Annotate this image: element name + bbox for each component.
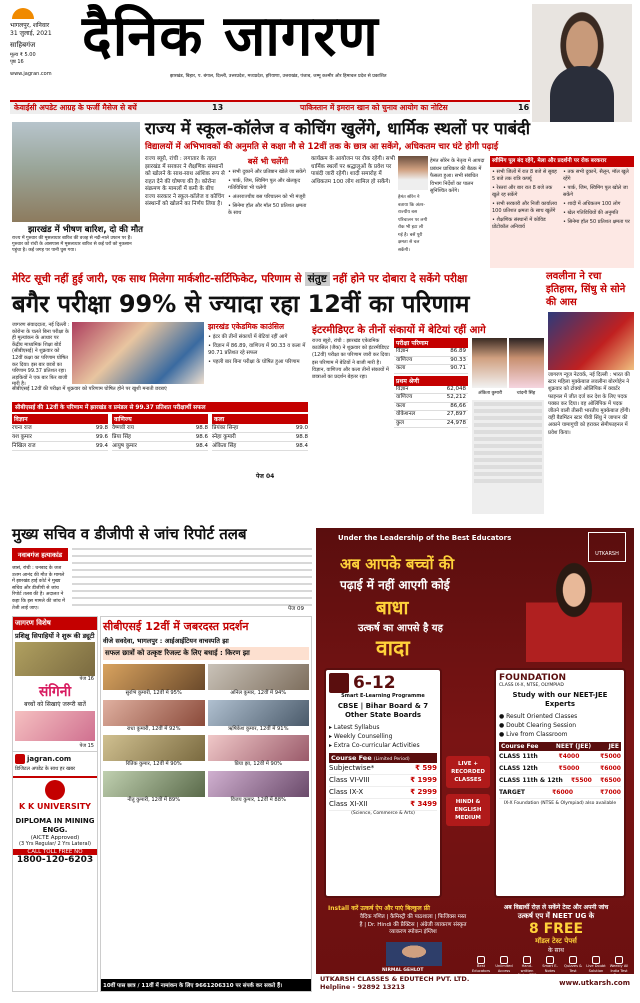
result-table2-title: प्रथम श्रेणी — [394, 376, 468, 386]
ut-feature-label: Live Doubt Solution — [586, 964, 606, 973]
newspaper-title: दैनिक जागरण — [82, 4, 379, 69]
lovlina-headline: लवलीना ने रचा इतिहास, सिंधु से सोने की आस — [546, 271, 626, 308]
ticker-right[interactable]: पाकिस्तान में इमरान खान को चुनाव आयोग का नोटिस — [300, 103, 448, 112]
ut-fee-label: Subjectwise* — [329, 764, 375, 772]
ut-card2-feature: ● Doubt Clearing Session — [499, 722, 577, 729]
jagran-note: डिजिटल अपडेट के साथ हर खबर — [15, 766, 76, 772]
ut-teacher-name: NIRMAL GEHLOT — [382, 968, 424, 973]
first-division-row-value: 86,66 — [450, 402, 466, 409]
probe-page: पेज 09 — [288, 606, 304, 612]
ut-card1-note: (Science, Commerce & Arts) — [351, 811, 415, 816]
ut-top: Under the Leadership of the Best Educators — [338, 534, 512, 542]
strap-text-after: नहीं होने पर दोबारा दे सकेंगे परीक्षा — [332, 273, 468, 285]
ticker-right-page: 16 — [518, 103, 530, 112]
ut-fee-row — [499, 775, 621, 787]
first-division-row-label: कला — [396, 402, 406, 409]
ut-free-mid: उत्कर्ष एप में NEET UG के — [517, 912, 595, 920]
ut-teacher-note: वैदिक गणित | कैमिस्ट्री की पाठशाला | फिजिक्स मस्त है | Dr. Hindi की प्रैक्टिस | अंग्रेजी व्याकरण संस्कृत व्याकरण स्पोकन इंग्लिश — [359, 914, 467, 935]
ut-feature-icon — [569, 956, 577, 964]
ut-logo-icon: UTKARSH — [588, 532, 626, 562]
vidya-headline: सीबीएसई 12वीं में जबरदस्त प्रदर्शन — [103, 620, 249, 633]
topper-photos — [472, 338, 544, 388]
results-photo-caption: सीबीएसई 12वीं की परीक्षा में शुक्रवार को परिणाम घोषित होने पर खुशी मनाती छात्राएं — [12, 386, 167, 392]
student-photo — [208, 664, 310, 690]
ut-fee-label: Class VI-VIII — [329, 776, 370, 784]
ut-teacher-photo — [386, 942, 442, 966]
ut-headline5: वादा — [376, 636, 410, 660]
ut-fee-row — [329, 775, 437, 787]
jagran-app-icon — [15, 754, 25, 764]
ut-feature-label: Smart E-Notes — [542, 964, 558, 973]
stream-row — [112, 424, 208, 433]
imran-khan-photo — [532, 4, 632, 122]
student-score: 98.6 — [195, 434, 208, 440]
ut-mid-live: LIVE + RECORDED CLASSES — [446, 756, 490, 788]
ut-free-bot: मॉडल टेस्ट पेपर्स — [535, 937, 577, 945]
student-caption: विजय कुमार, 12वीं में 88% — [230, 796, 286, 803]
results-page-ref: पेज 04 — [256, 473, 275, 480]
student-photo — [103, 664, 205, 690]
student-score: 98.8 — [195, 425, 208, 431]
lead-photo-text: राज्य में गुरुवार की मूसलाधार बारिश की वजह से नदी-नाले उफान पर हैं। गुरुवार को रांची के आसपास में मूसलाधार बारिश से कई घरों को नुकसान पहुंचा है। कई जगह पर पानी घुस गया। — [12, 236, 132, 253]
ut-footer — [316, 974, 634, 992]
ut-card1-fee-title — [329, 753, 437, 763]
ut-card1-features — [329, 723, 437, 750]
student-card — [208, 664, 310, 697]
lead-photo-caption: झारखंड में भीषण बारिश, दो की मौत — [28, 225, 143, 235]
ticker-left[interactable]: केवाईसी अपडेट आग्रह के फर्जी मैसेज से बचें — [14, 103, 137, 112]
vidya-sub: वीजे सवदेवा, भागलपुर : आईआईटियन वाचस्पति झा — [103, 637, 229, 645]
student-caption: प्रिया झा, 12वीं में 90% — [234, 761, 283, 768]
ut-helpline[interactable]: Helpline - 92892 13213 — [320, 983, 405, 991]
student-photo — [103, 700, 205, 726]
student-caption: रितिक कुमार, 12वीं में 90% — [125, 761, 182, 768]
topper-2: चांदनी सिंह — [516, 391, 536, 396]
stream-row — [12, 433, 108, 442]
ut-fee-neet: ₹4000 — [558, 753, 580, 760]
sangini-sub[interactable]: बच्चों को सिखाएं जरूरी बातें — [24, 701, 86, 708]
results-byline: जागरण संवाददाता, नई दिल्ली : कोरोना के चलते बिना परीक्षा के ही मूल्यांकन के आधार पर केंद्रीय माध्यमिक शिक्षा बोर्ड (सीबीएसई) ने शुक्रवार को 12वीं कक्षा का परिणाम घोषित कर दिया। इस बार छात्रों का परिणाम 99.37 प्रतिशत रहा। लड़कियों ने एक बार फिर बाजी मारी है। — [12, 322, 70, 388]
ut-install: Install करें उत्कर्ष ऐप और पाएं बिल्कुल फ्री — [328, 905, 430, 912]
student-name: स्नेहा कुमारी — [212, 434, 236, 440]
ut-fee-label: CLASS 11th — [499, 753, 538, 760]
student-card — [103, 700, 205, 733]
streams-table — [12, 414, 308, 470]
ut-card1-feature: ▸ Extra Co-curricular Activities — [329, 742, 420, 749]
promo-item2-page: पेज 15 — [79, 743, 94, 749]
ut-headline4: उत्कर्ष का आपसे है यह — [358, 623, 443, 634]
ut-feature-icon — [523, 956, 531, 964]
ut-fee-row — [329, 787, 437, 799]
first-division-row-value: 27,897 — [446, 411, 466, 417]
ut-fee-neet: ₹5000 — [558, 765, 580, 772]
ut-card1-feature: ▸ Latest Syllabus — [329, 724, 380, 731]
probe-body-lines — [72, 548, 312, 608]
strap-badge: संतुष्ट — [305, 272, 330, 286]
kk-title: K K UNIVERSITY — [19, 802, 91, 811]
ut-card1-fee-tag: (Limited Period) — [373, 757, 410, 762]
restriction-item: • सिनेमा हॉल 50 प्रतिशत क्षमता पर — [563, 219, 630, 225]
student-caption: अनिल कुमार, 12वीं में 94% — [230, 690, 287, 696]
student-photo — [208, 771, 310, 797]
student-score: 99.4 — [95, 443, 108, 449]
ut-fee-value: ₹ 2999 — [410, 788, 437, 796]
student-photo — [103, 771, 205, 797]
edition-city: भागलपुर, शनिवार — [10, 22, 50, 29]
student-caption: नीतू कुमारी, 12वीं में 89% — [127, 796, 181, 803]
ut-card1-grade: 6-12 — [353, 673, 396, 693]
hemant-photo — [398, 156, 428, 190]
stream-row — [212, 424, 308, 433]
ut-web[interactable]: www.utkarsh.com — [559, 979, 630, 987]
stream-row — [112, 433, 208, 442]
edition-name: साहिबगंज — [10, 41, 36, 49]
lead-side-text: हेमंत सोरेन के नेतृत्व में आपदा प्रबंधन प्राधिकार की बैठक में फैसला हुआ। सभी संबंधित विभाग निर्देशों का पालन सुनिश्चित करेंगे। — [430, 158, 485, 194]
student-score: 98.4 — [295, 443, 308, 449]
restriction-item: • सभी जिलों में रात 8 बजे से सुबह 5 बजे तक रात्रि कर्फ्यू — [492, 169, 557, 182]
first-division-row-value: 52,212 — [446, 394, 466, 400]
ut-feature-icon — [592, 956, 600, 964]
kk-aicte: (AICTE Approved) — [30, 835, 80, 841]
ut-free-num: 8 FREE — [528, 921, 584, 937]
first-division-row-label: वोकेशनल — [396, 411, 416, 417]
student-card — [208, 771, 310, 804]
ut-fee-label: CLASS 11th & 12th — [499, 777, 563, 784]
student-name: प्रियंका सिन्हा — [212, 425, 239, 431]
site-url[interactable]: www.jagran.com — [10, 71, 52, 77]
student-photo — [208, 735, 310, 761]
edition-date: 31 जुलाई, 2021 — [10, 30, 52, 37]
stream-title: विज्ञान — [12, 414, 108, 424]
bus-list-item: • पार्क, जिम, स्विमिंग पूल और खेलकूद गतिविधियां भी चलेंगी — [228, 178, 301, 191]
result-row-label: विज्ञान — [396, 348, 409, 354]
ut-card2-feature: ● Result Oriented Classes — [499, 713, 578, 720]
stream-title: वाणिज्य — [112, 414, 208, 424]
strap-text-before: मेरिट सूची नहीं हुई जारी, एक साथ मिलेगा मार्कशीट-सर्टिफिकेट, परिणाम से — [12, 273, 302, 285]
ut-free-top: अब विद्यार्थी रोज़ ले सकेंगे टेस्ट और अपनी जांच — [503, 904, 609, 911]
ut-free-tail: के साथ — [548, 947, 564, 954]
kk-call: CALL TOLL FREE NO — [13, 849, 97, 855]
student-card — [103, 664, 205, 697]
student-caption: सुरभि कुमारी, 12वीं में 95% — [125, 690, 182, 696]
ut-girl-photo — [526, 562, 622, 662]
first-division-row — [394, 411, 468, 420]
ut-card2-note: IX-X Foundation (NTSE & Olympiad) also available — [503, 801, 617, 806]
ut-headline3: बाधा — [376, 597, 409, 619]
ut-card2-fee-title: Course Fee — [501, 743, 539, 750]
ut-card2-fees — [499, 751, 621, 799]
results-photo — [72, 322, 204, 384]
sangini-photo — [15, 711, 95, 741]
ut-fee-value: ₹ 599 — [415, 764, 437, 772]
student-caption: राधा कुमारी, 12वीं में 92% — [126, 725, 181, 732]
ut-mid-medium: HINDI & ENGLISH MEDIUM — [446, 794, 490, 826]
ut-card-1 — [324, 668, 442, 898]
ut-feature-label: Best Educators — [472, 964, 490, 973]
results-headline: बगैर परीक्षा 99% से ज्यादा रहा 12वीं का परिणाम — [12, 290, 470, 318]
restrictions-title: स्वीमिंग पूल बंद रहेंगे, मेला और प्रदर्शनी पर रोक बरकरार — [490, 156, 634, 167]
ut-mid-badges — [446, 756, 490, 826]
restriction-item: • रेस्तरां और बार रात 8 बजे तक खुले रह सकेंगे — [492, 185, 553, 198]
result-row — [394, 365, 468, 374]
vidya-ad — [100, 616, 312, 992]
ut-fee-jee: ₹6000 — [600, 765, 621, 772]
kk-phone[interactable]: 1800-120-6203 — [16, 855, 94, 865]
ut-fee-jee: ₹5000 — [600, 753, 621, 760]
ut-fee-row — [499, 763, 621, 775]
stream-column — [12, 414, 108, 470]
student-card — [103, 771, 205, 804]
result-row-label: कला — [396, 365, 406, 371]
inter-headline: इंटरमीडिएट के तीनों संकायों में बेटियां रहीं आगे — [312, 325, 486, 336]
extra-table — [472, 400, 544, 514]
result-table-rows — [394, 348, 468, 374]
result-row — [394, 357, 468, 366]
student-name: वैष्णवी राय — [112, 425, 134, 431]
sangini-title: संगिनी — [38, 684, 72, 700]
vidya-tag: सफल छात्रों को उत्कृष्ट रिजल्ट के लिए बधाई : किरण झा — [103, 647, 309, 660]
ut-card1-fees — [329, 763, 437, 811]
promo-item1-photo — [15, 642, 95, 676]
result-table-title: परीक्षा परिणाम — [394, 338, 468, 348]
ut-company: UTKARSH CLASSES & EDUTECH PVT. LTD. — [320, 975, 470, 983]
vidya-footer[interactable]: 10वीं पास छात्र / 11वीं में नामांकन के लिए 9661206310 पर संपर्क कर सकते हैं। — [101, 979, 311, 991]
ut-card1-logo — [329, 673, 349, 693]
first-division-row-value: 24,978 — [446, 419, 466, 426]
masthead — [0, 0, 640, 100]
ut-card1-fee-label: Course Fee — [331, 754, 372, 762]
jac-item: • इंटर की तीनों संकायों में बेटियां रहीं आगे — [208, 334, 288, 340]
jagran-url[interactable]: jagran.com — [27, 755, 72, 763]
bus-box — [228, 156, 308, 266]
restriction-item: • खेल गतिविधियों की अनुमति — [563, 210, 619, 216]
stream-row — [212, 433, 308, 442]
ut-feature-label: Hand-written — [520, 964, 534, 973]
restriction-item: • सभी सरकारी और निजी कार्यालय 100 प्रतिशत क्षमता के साथ खुलेंगे — [492, 201, 557, 214]
ut-fee-neet: ₹6000 — [552, 789, 573, 796]
first-division-row-label: कुल — [396, 419, 404, 426]
student-caption: ऋषिकेश कुमार, 12वीं में 91% — [227, 725, 289, 732]
pages: पृष्ठ 16 — [10, 59, 24, 65]
restrictions-list — [492, 169, 561, 233]
restriction-item: • तक सभी दुकानें, सैलून, मॉल खुले रहेंगे — [563, 169, 629, 182]
stream-row — [12, 424, 108, 433]
student-name: आयुष कुमार — [112, 443, 137, 449]
topper-1: अंकिता कुमारी — [477, 391, 503, 396]
student-name: प्रिया सिंह — [112, 434, 131, 440]
first-division-row-label: वाणिज्य — [396, 394, 413, 400]
first-division-row-value: 62,048 — [446, 385, 466, 392]
student-card — [103, 735, 205, 768]
kk-logo-icon — [45, 780, 65, 800]
ut-fee-row — [329, 763, 437, 775]
bus-title: बसें भी चलेंगी — [247, 157, 289, 166]
jac-list — [208, 334, 308, 366]
ut-card2-title: FOUNDATION — [499, 673, 567, 683]
student-photo — [208, 700, 310, 726]
ut-fee-row — [329, 799, 437, 811]
lead-subhead: विद्यालयों में अभिभावकों की अनुमति से कक्षा नौ से 12वीं तक के छात्र आ सकेंगे, अधिकतम चार घंटे होगी पढ़ाई — [145, 142, 499, 152]
student-score: 99.0 — [295, 425, 308, 431]
ut-fee-row — [499, 751, 621, 763]
kk-years: (3 Yrs Regular/ 2 Yrs Lateral) — [19, 841, 91, 847]
ut-fee-value: ₹ 3499 — [410, 800, 437, 808]
probe-headline: मुख्य सचिव व डीजीपी से जांच रिपोर्ट तलब — [12, 525, 247, 543]
ut-card2-sub: CLASS IX-X, NTSE, OLYMPIAD — [499, 683, 564, 688]
student-score: 98.4 — [195, 443, 208, 449]
stream-column — [112, 414, 208, 470]
ut-fee-label: TARGET — [499, 789, 526, 796]
ut-fee-jee: ₹6500 — [600, 777, 621, 784]
ut-feature-icon — [500, 956, 508, 964]
stream-title: कला — [212, 414, 308, 424]
lead-headline: राज्य में स्कूल-कॉलेज व कोचिंग खुलेंगे, धार्मिक स्थलों पर पाबंदी — [145, 119, 531, 138]
ticker-bar — [10, 100, 530, 114]
result-row — [394, 348, 468, 357]
student-score: 99.6 — [95, 434, 108, 440]
lead-body-col3: कार्यक्रम के आयोजन पर रोक रहेगी। सभी धार्मिक स्थलों पर श्रद्धालुओं के प्रवेश पर पाबंदी जारी रहेगी। शादी समारोह में अधिकतम 100 लोग शामिल हो सकेंगे। — [311, 156, 395, 185]
result-table — [394, 338, 468, 428]
probe-tag: नवाबगंज हत्याकांड — [12, 548, 68, 561]
student-name: निखिल राज — [12, 443, 36, 449]
student-photo — [103, 735, 205, 761]
stream-row — [212, 442, 308, 451]
ut-headline1: अब आपके बच्चों की — [340, 555, 455, 573]
ut-card1-feature: ▸ Weekly Counselling — [329, 733, 393, 740]
restrictions-box — [490, 156, 634, 268]
ut-feature-label: Quizzes & Test — [564, 964, 582, 973]
student-name: अंकिता सिंह — [212, 443, 237, 449]
lovlina-text: जागरण न्यूज नेटवर्क, नई दिल्ली : भारत की स्टार महिला मुक्केबाज लवलीना बोरगोहेन ने शुक्रवार को टोक्यो ओलिंपिक में क्वार्टर फाइनल में जीत दर्ज कर देश के लिए पदक पक्का कर दिया। वह ओलिंपिक में पदक जीतने वाली तीसरी भारतीय मुक्केबाज होंगी। वहीं बैडमिंटन स्टार पीवी सिंधु ने जापान की अकाने यामागुची को हराकर सेमीफाइनल में प्रवेश किया। — [548, 372, 631, 436]
probe-text: जासं, रांची : धनबाद के जज उत्तम आनंद की मौत के मामले में झारखंड हाई कोर्ट ने मुख्य सचिव और डीजीपी से जांच रिपोर्ट तलब की है। अदालत ने कहा कि इस मामले की जांच में तेजी लाई जाए। — [12, 566, 66, 611]
ut-feature-label: Unlimited Access — [495, 964, 513, 973]
student-score: 98.8 — [295, 434, 308, 440]
kk-sub: DIPLOMA IN MINING ENGG. — [15, 817, 95, 834]
first-division-row — [394, 394, 468, 403]
ut-card2-col2: JEE — [608, 743, 619, 750]
ut-card2-study: Study with our NEET-JEE Experts — [512, 691, 608, 708]
student-card — [208, 735, 310, 768]
sun-logo-icon — [12, 8, 34, 19]
restriction-item: • शैक्षणिक संस्थानों में कोविड प्रोटोकॉल अनिवार्य — [492, 217, 546, 230]
ut-free-box — [486, 904, 626, 954]
ut-card1-boards: CBSE | Bihar Board & 7 Other State Boards — [337, 702, 429, 719]
stream-row — [112, 442, 208, 451]
stream-column — [212, 414, 308, 470]
ut-card2-feature: ● Live from Classroom — [499, 731, 568, 738]
restriction-item: • शादी में अधिकतम 100 लोग — [563, 201, 621, 207]
student-grid — [101, 662, 311, 805]
utkarsh-ad — [316, 528, 634, 992]
promo-item1-page: पेज 16 — [79, 676, 94, 682]
promo-item1[interactable]: प्रशिक्षु सिपाहियों ने शुरू की ड्यूटी — [15, 632, 95, 640]
first-division-row — [394, 403, 468, 412]
ut-fee-label: CLASS 12th — [499, 765, 538, 772]
ut-feature-icon — [615, 956, 623, 964]
bus-list — [228, 169, 308, 217]
jac-item: • पहली बार बिना परीक्षा के घोषित हुआ परिणाम — [208, 359, 300, 365]
lead-body-col1: राज्य ब्यूरो, रांची : लगातार के तहत झारखंड में सरकार ने शैक्षणिक संस्थानों को खोलने के साथ-साथ आंशिक रूप से राहत देने की घोषणा की है। कोरोना संक्रमण के मामलों में कमी के बीच राज्य सरकार ने स्कूल-कॉलेज व कोचिंग संस्थानों को खोलने का निर्णय लिया है। — [145, 156, 225, 207]
inter-text: राज्य ब्यूरो, रांची : झारखंड एकेडमिक काउंसिल (जैक) ने शुक्रवार को इंटरमीडिएट (12वीं) परीक्षा का परिणाम जारी कर दिया। इस परिणाम में बेटियों ने बाजी मारी है। विज्ञान, वाणिज्य और कला तीनों संकायों में छात्राओं का प्रदर्शन बेहतर रहा। — [312, 338, 391, 381]
bus-list-item: • सभी दुकानें और प्रतिष्ठान खोले जा सकेंगे — [228, 169, 306, 175]
student-score: 99.8 — [95, 425, 108, 431]
result-row-value: 86.89 — [450, 348, 466, 354]
student-card — [208, 700, 310, 733]
ut-card2-col1: NEET (JEE) — [555, 743, 592, 750]
ut-fee-row — [499, 787, 621, 799]
jac-box — [208, 322, 308, 412]
ut-fee-value: ₹ 1999 — [410, 776, 437, 784]
ut-fee-neet: ₹5500 — [570, 777, 592, 784]
ut-feature-icon — [477, 956, 485, 964]
bus-list-item: • सिनेमा हॉल और मॉल 50 प्रतिशत क्षमता के साथ — [228, 203, 307, 216]
first-division-row-label: विज्ञान — [396, 385, 409, 392]
restriction-item: • पार्क, जिम, स्विमिंग पूल खोले जा सकेंगे — [563, 185, 628, 198]
results-strap — [12, 270, 542, 288]
restrictions-list-2 — [563, 169, 632, 233]
bus-list-item: • अंतरराज्यीय बस परिचालन को भी मंजूरी — [228, 194, 306, 200]
student-name: यश कुमार — [12, 434, 32, 440]
left-promo — [12, 616, 98, 992]
first-division-row — [394, 386, 468, 395]
ut-card2-features — [499, 712, 621, 739]
ut-card-2 — [494, 668, 626, 898]
result-row-value: 90.71 — [450, 365, 466, 371]
results-banner: सीबीएसई की 12वीं के परिणाम में झारखंड व प्रमंडल से 99.37 प्रतिशत परीक्षार्थी सफल — [12, 402, 308, 412]
ticker-left-page: 13 — [212, 103, 224, 112]
first-division-row — [394, 420, 468, 429]
promo-label: जागरण विशेष — [13, 617, 97, 630]
result-row-value: 90.33 — [450, 356, 466, 363]
ut-feature-icon — [546, 956, 554, 964]
ut-fee-label: Class XI-XII — [329, 800, 368, 808]
lead-body-col4: हेमंत सोरेन ने बताया कि अंतर-राज्यीय बस परिचालन पर लगी रोक भी हटा ली गई है। बसें पूरी क्षमता से चल सकेंगी। — [398, 195, 428, 253]
stream-row — [12, 442, 108, 451]
lovlina-photo — [548, 312, 634, 370]
lead-photo — [12, 122, 140, 222]
ut-feature-label: Weekly All India Test — [609, 964, 629, 973]
result-row-label: वाणिज्य — [396, 356, 413, 363]
publish-states: झारखंड, बिहार, प. बंगाल, दिल्ली, उत्तरप्रदेश, मध्यप्रदेश, हरियाणा, उत्तराखंड, पंजाब, जम्मू कश्मीर और हिमाचल प्रदेश से प्रकाशित — [170, 74, 387, 79]
ut-fee-jee: ₹7000 — [600, 789, 621, 796]
price: मूल्य ₹ 5.00 — [10, 52, 36, 58]
ut-headline2: पढ़ाई में नहीं आएगी कोई — [340, 578, 450, 592]
kk-ad — [13, 776, 97, 865]
jac-item: • विज्ञान में 86.89, वाणिज्य में 90.33 व कला में 90.71 प्रतिशत रहे सफल — [208, 343, 306, 356]
student-name: रचना राज — [12, 425, 32, 431]
ut-card1-sub: Smart E-Learning Programme — [341, 693, 425, 699]
topper-names — [472, 390, 544, 396]
result-table2-rows — [394, 386, 468, 429]
ut-fee-label: Class IX-X — [329, 788, 364, 796]
jac-title: झारखंड एकेडमिक काउंसिल — [208, 322, 285, 331]
